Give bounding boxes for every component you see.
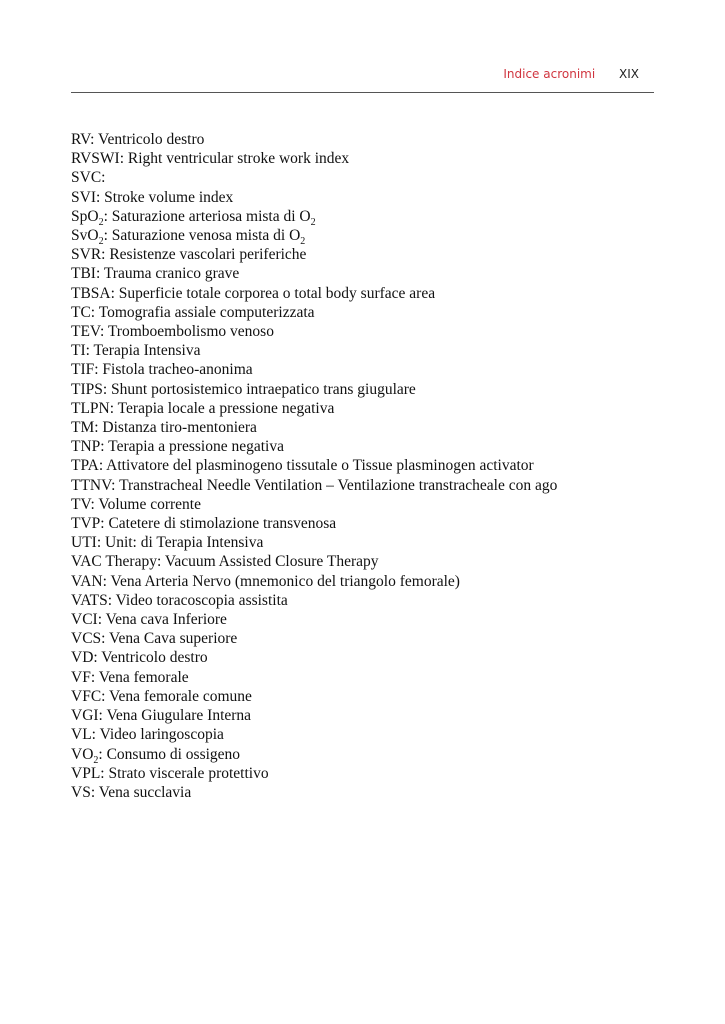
- page-number: XIX: [619, 67, 639, 81]
- entry-text: TBSA: Superficie totale corporea o total body surface area: [71, 284, 436, 302]
- acronym-entry: [71, 476, 661, 495]
- entry-text: VL: Video laringoscopia: [71, 726, 224, 744]
- entry-text: VCI: Vena cava Inferiore: [71, 611, 227, 629]
- entry-text: TNP: Terapia a pressione negativa: [71, 438, 284, 456]
- entry-text: VAN: Vena Arteria Nervo (mnemonico del triangolo femorale): [71, 572, 460, 590]
- entry-text: UTI: Unit: di Terapia Intensiva: [71, 534, 264, 552]
- acronym-entry: [71, 610, 661, 629]
- acronym-entry: [71, 495, 661, 514]
- entry-text: TC: Tomografia assiale computerizzata: [71, 303, 315, 321]
- entry-text: TBI: Trauma cranico grave: [71, 265, 240, 283]
- acronym-list: [71, 130, 661, 802]
- entry-text: : Saturazione arteriosa mista di O: [103, 207, 311, 225]
- acronym-entry: [71, 168, 661, 187]
- entry-text: VO: [71, 745, 94, 763]
- subscript: 2: [98, 236, 104, 248]
- entry-text: VFC: Vena femorale comune: [71, 687, 252, 705]
- entry-text: VAC Therapy: Vacuum Assisted Closure Therapy: [71, 553, 379, 571]
- subscript: 2: [310, 216, 316, 228]
- subscript: 2: [98, 216, 104, 228]
- acronym-entry: [71, 629, 661, 648]
- entry-text: TTNV: Transtracheal Needle Ventilation – Ventilazione transtracheale con ago: [71, 476, 558, 494]
- entry-text: TPA: Attivatore del plasminogeno tissutale o Tissue plasminogen activator: [71, 457, 534, 475]
- entry-text: SVI: Stroke volume index: [71, 188, 234, 206]
- acronym-entry: [71, 706, 661, 725]
- entry-text: RVSWI: Right ventricular stroke work index: [71, 150, 350, 168]
- subscript: 2: [300, 236, 306, 248]
- acronym-entry: [71, 764, 661, 783]
- entry-text: VCS: Vena Cava superiore: [71, 630, 238, 648]
- acronym-entry: [71, 572, 661, 591]
- acronym-entry: [71, 284, 661, 303]
- acronym-entry: [71, 591, 661, 610]
- acronym-entry: [71, 745, 661, 764]
- subscript: 2: [93, 754, 99, 766]
- acronym-entry: [71, 648, 661, 667]
- running-head: [503, 66, 639, 82]
- acronym-entry: [71, 533, 661, 552]
- acronym-entry: [71, 130, 661, 149]
- acronym-entry: [71, 341, 661, 360]
- entry-text: SVR: Resistenze vascolari periferiche: [71, 246, 307, 264]
- acronym-entry: [71, 303, 661, 322]
- entry-text: VF: Vena femorale: [71, 668, 189, 686]
- acronym-entry: [71, 264, 661, 283]
- entry-text: TM: Distanza tiro-mentoniera: [71, 419, 257, 437]
- entry-text: TEV: Tromboembolismo venoso: [71, 323, 274, 341]
- acronym-entry: [71, 226, 661, 248]
- section-title: Indice acronimi: [503, 67, 596, 81]
- acronym-entry: [71, 437, 661, 456]
- entry-text: TLPN: Terapia locale a pressione negativa: [71, 399, 335, 417]
- entry-text: TI: Terapia Intensiva: [71, 342, 201, 360]
- acronym-entry: [71, 668, 661, 687]
- entry-text: TIPS: Shunt portosistemico intraepatico trans giugulare: [71, 380, 416, 398]
- entry-text: SvO: [71, 227, 99, 245]
- acronym-entry: [71, 687, 661, 706]
- entry-text: SpO: [71, 207, 99, 225]
- acronym-entry: [71, 149, 661, 168]
- acronym-entry: [71, 552, 661, 571]
- acronym-entry: [71, 418, 661, 437]
- acronym-entry: [71, 207, 661, 226]
- entry-text: VGI: Vena Giugulare Interna: [71, 707, 252, 725]
- entry-text: TIF: Fistola tracheo-anonima: [71, 361, 253, 379]
- acronym-entry: [71, 399, 661, 418]
- acronym-entry: [71, 725, 661, 744]
- acronym-entry: [71, 322, 661, 341]
- entry-text: VD: Ventricolo destro: [71, 649, 208, 667]
- entry-text: : Saturazione venosa mista di O: [103, 227, 301, 245]
- acronym-entry: [71, 380, 661, 399]
- header-rule: [71, 92, 654, 93]
- entry-text: TVP: Catetere di stimolazione transvenosa: [71, 515, 337, 533]
- entry-text: TV: Volume corrente: [71, 495, 201, 513]
- acronym-entry: [71, 245, 661, 264]
- entry-text: VS: Vena succlavia: [71, 783, 192, 801]
- entry-text: SVC:: [71, 169, 106, 187]
- acronym-entry: [71, 456, 661, 475]
- acronym-entry: [71, 783, 661, 802]
- acronym-entry: [71, 188, 661, 207]
- entry-text: VPL: Strato viscerale protettivo: [71, 764, 269, 782]
- entry-text: RV: Ventricolo destro: [71, 131, 205, 148]
- acronym-entry: [71, 360, 661, 379]
- entry-text: VATS: Video toracoscopia assistita: [71, 591, 288, 609]
- entry-text: : Consumo di ossigeno: [98, 745, 241, 763]
- acronym-entry: [71, 514, 661, 533]
